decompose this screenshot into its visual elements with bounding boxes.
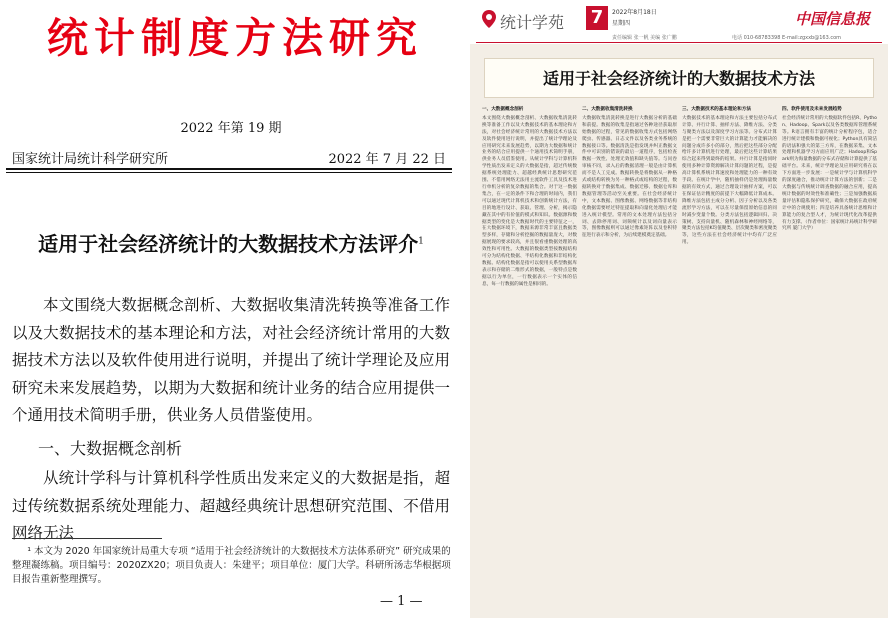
column-subheading: 三、大数据技术的基本理论和方法 bbox=[682, 107, 751, 112]
column-subheading: 四、软件使用及未来发展趋势 bbox=[782, 107, 842, 112]
newspaper-logo: 中国信息报 bbox=[794, 10, 870, 28]
text-column bbox=[682, 104, 777, 610]
publication-date: 2022 年 7 月 22 日 bbox=[328, 152, 446, 167]
page-number: — 1 — bbox=[380, 594, 423, 609]
footnote-text: ¹ 本文为 2020 年国家统计局重大专项 “适用于社会经济统计的大数据技术方法体系研究” 研究成果的整理凝练稿。项目编号：2020ZX20；项目负责人：朱建平；项目单位：厦门大学。科研所汤志华根据项目报告重新整理撰写。 bbox=[12, 546, 451, 585]
newspaper-header bbox=[470, 0, 888, 44]
column-body: 大数据收集清洗转换是进行大数据分析的基础和前提。数据的收集是指通过各种途径获取原始数据的过程，常见的数据收集方式包括网络爬虫、传感器、日志文件以及各类业务系统的数据接口等。数据清洗是指发现并纠正数据文件中可识别的错误的最后一道程序，包括检查数据一致性、处理无效值和缺失值等。与问卷审核不同，录入后的数据清理一般是由计算机而不是人工完成。数据转换是将数据从一种格式或结构转换为另一种格式或结构的过程，数据转换对于数据集成、数据迁移、数据仓库和数据管理等活动至关重要。在社会经济统计中，文本数据、图像数据、网络数据等非结构化数据需要经过特征提取和向量化处理后才能进入统计模型。常用的文本处理方法包括分词、去除停用词、词频统计以及词向量表示等，图像数据则可以通过像素矩阵以及卷积特征进行表示和分析，为后续建模奠定基础。 bbox=[582, 115, 677, 239]
article-title-text: 适用于社会经济统计的大数据技术方法评介 bbox=[38, 232, 419, 256]
column-body: 社会经济统计常用的大数据软件包括R、Python、Hadoop、Spark以及各类数据库管理系统等。R语言拥有丰富的统计分析程序包，适合进行统计建模和数据可视化；Python具有简洁的语法和强大的第三方库，在数据采集、文本处理和机器学习方面应用广泛；Hadoop和Spark则为海量数据的分布式存储和计算提供了基础平台。未来，统计学理论及应用研究将在以下方面进一步发展：一是统计学与计算机科学的深度融合，推动统计计算方法的创新；二是大数据与传统统计调查数据的融合应用，提高统计数据的时效性和准确性；三是加强数据质量评估和隐私保护研究，确保大数据在政府统计中的合规使用；四是培养具备统计思维和计算能力的复合型人才，为统计现代化改革提供有力支撑。（作者单位：国家统计局统计科学研究所 厦门大学） bbox=[782, 115, 877, 232]
newspaper-date: 2022年8月18日 bbox=[612, 9, 657, 16]
publisher-institute: 国家统计局统计科学研究所 bbox=[12, 152, 169, 167]
text-column bbox=[482, 104, 577, 610]
newspaper-weekday: 星期四 bbox=[612, 20, 631, 27]
header-divider bbox=[476, 42, 882, 43]
newspaper-headline: 适用于社会经济统计的大数据技术方法 bbox=[484, 58, 874, 98]
column-subheading: 一、大数据概念剖析 bbox=[482, 107, 524, 112]
page-badge: 7 bbox=[586, 6, 608, 30]
contact-line: 电话 010-68783398 E-mail:zgxxb@163.com bbox=[732, 35, 842, 41]
column-body: 本文围绕大数据概念剖析、大数据收集清洗转换等准备工作以及大数据技术的基本理论和方法，对社会经济统计常用的大数据技术方法以及软件使用进行说明，并提出了统计学理论及应用研究未来发展趋势，以期为大数据和统计业务的结合应用提供一个通用技术简明手册，供业务人员借鉴使用。从统计学科与计算机科学性质出发来定义的大数据是指，超过传统数据系统处理能力、超越经典统计思想研究范围、不借用网络无法用主流软件工具及技术进行单机分析的复杂数据的集合。对于这一数据集合，在一定的条件下和合理的时间内，我们可以通过现代计算机技术和创新统计方法，有目的地进行设计、获取、管理、分析，揭示隐藏在其中的有价值的模式和知识。数据源和数据类型的变化是大数据时代的主要特征之一，在大数据环境下，数据来源非常丰富且数据类型多样，存储和分析挖掘的数据量庞大，对数据展现的要求较高，并且很看重数据处理的高效性和可用性。大数据的数据类型按数据结构可分为结构化数据、半结构化数据和非结构化数据。结构化数据是指可以使用关系型数据库表示和存储的二维形式的数据，一般特点是数据以行为单位，一行数据表示一个实体的信息，每一行数据的属性是相同的。 bbox=[482, 115, 577, 287]
column-body: 大数据技术的基本理论和方法主要包括分布式计算、并行计算、抽样方法、降维方法、分类与聚类方法以及深度学习方法等。分布式计算是把一个需要非常巨大的计算能力才能解决的问题分成许多小的部分，然后把这些部分分配给许多计算机进行处理，最后把这些计算结果综合起来得到最终的结果。并行计算是指同时使用多种计算资源解决计算问题的过程，是提高计算机系统计算速度和处理能力的一种有效手段。在统计学中，随机抽样仍是处理海量数据的有效方式，通过合理设计抽样方案，可以在保证估计精度的前提下大幅降低计算成本。降维方法包括主成分分析、因子分析以及各类流形学习方法，可以在尽量保留原始信息的同时减少变量个数。分类方法包括逻辑回归、决策树、支持向量机、随机森林和神经网络等，聚类方法包括K均值聚类、层次聚类和密度聚类等，这些方法在社会经济统计中均有广泛应用。 bbox=[682, 115, 777, 246]
header-divider-thin bbox=[6, 172, 452, 173]
text-column bbox=[582, 104, 677, 610]
column-subheading: 二、大数据收集清洗转换 bbox=[582, 107, 633, 112]
text-column bbox=[782, 104, 877, 610]
article-title bbox=[0, 228, 462, 257]
location-pin-icon bbox=[482, 10, 496, 28]
column-name: 统计学苑 bbox=[500, 13, 565, 32]
footnote-divider bbox=[12, 538, 162, 539]
editor-credits: 责任编辑 张一帆 美编 张广鹏 bbox=[612, 35, 677, 41]
issue-number: 2022 年第 19 期 bbox=[180, 121, 282, 136]
section-heading: 一、大数据概念剖析 bbox=[38, 439, 183, 458]
footnote-marker[interactable]: 1 bbox=[418, 236, 424, 247]
journal-title: 统计制度方法研究 bbox=[47, 14, 423, 62]
abstract-paragraph: 本文围绕大数据概念剖析、大数据收集清洗转换等准备工作以及大数据技术的基本理论和方法，对社会经济统计常用的大数据技术方法以及软件使用进行说明，并提出了统计学理论及应用研究未来发展趋势，以期为大数据和统计业务的结合应用提供一个通用技术简明手册，供业务人员借鉴使用。 bbox=[12, 296, 450, 424]
header-divider bbox=[6, 168, 452, 170]
section-paragraph: 从统计学科与计算机科学性质出发来定义的大数据是指，超过传统数据系统处理能力、超越经典统计思想研究范围、不借用网络无法 bbox=[12, 469, 450, 542]
newspaper-page bbox=[470, 0, 888, 618]
